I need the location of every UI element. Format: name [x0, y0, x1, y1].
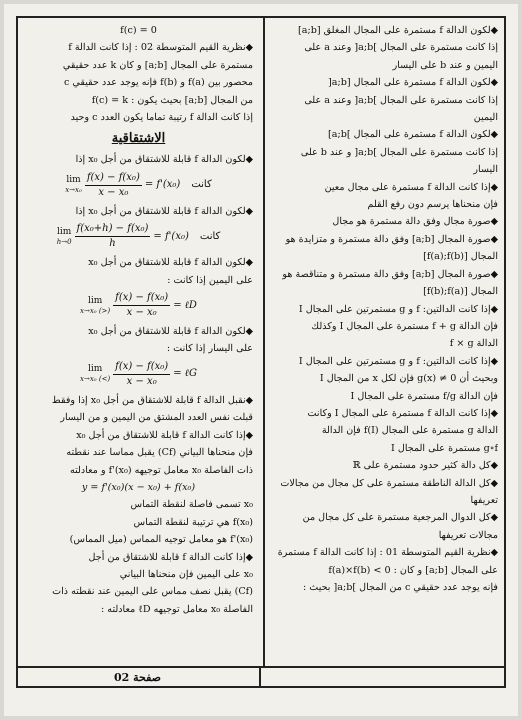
- text-line: x₀ على اليمين فإن منحناها البياني: [119, 568, 253, 580]
- text-line: g∘f مستمرة على المجال I: [391, 442, 498, 454]
- text-line: فإن منحناها يرسم دون رفع القلم: [367, 199, 498, 211]
- text-line: ◆صورة المجال [a;b] وفق دالة مستمرة و متزايدة هو: [285, 233, 498, 245]
- text-line: فإن منحناها البياني (Cf) يقبل مماسا عند نقطته: [66, 447, 253, 459]
- text-line: الدالة f × g: [449, 338, 498, 350]
- text-line: مجالات تعريفها: [438, 529, 498, 541]
- text-line: المجال [f(a);f(b)]: [423, 251, 498, 263]
- text-line: ◆لكون الدالة f مستمرة على المجال ]a;b]: [328, 129, 498, 141]
- page-number: صفحة 02: [16, 668, 261, 688]
- right-derivative-formula: [24, 291, 253, 320]
- text-line: قبلت نفس العدد المشتق من اليمين و من اليسار: [60, 412, 253, 424]
- formula-rhs: = ℓG: [173, 368, 197, 380]
- text-line: إذا كانت الدالة f رتيبة تماما يكون العدد c وحيد: [70, 112, 253, 124]
- paper-sheet: [4, 4, 518, 716]
- text-line: اليمين و عند b على اليسار: [392, 59, 498, 71]
- text-line: ◆لكون الدالة f قابلة للاشتقاق من أجل x₀ إذا: [75, 205, 253, 217]
- text-line: ◆إذا كانت الدالتين: f و g مستمرتين على المجال I: [298, 303, 498, 315]
- page-frame: [16, 16, 506, 668]
- limit-operator: lim x→x₀ (>): [80, 295, 111, 315]
- formula-rhs: = f'(x₀): [144, 179, 181, 191]
- text-line: f(x₀) هي ترتيبة لنقطة التماس: [133, 516, 253, 528]
- text-line: f'(x₀) هو معامل توجيه المماس (ميل المماس): [69, 534, 253, 546]
- text-line: ◆كل دالة كثير حدود مستمرة على ℝ: [352, 460, 498, 472]
- text-line: على المجال [a;b] و كان : f(a)×f(b) < 0: [328, 564, 498, 576]
- derivative-formula: [24, 222, 253, 251]
- text-line: ◆لكون الدالة f مستمرة على المجال [a;b[: [328, 77, 498, 89]
- text-line: ◆لكون الدالة f مستمرة على المجال المغلق [a;b]: [298, 25, 498, 36]
- text-line: المجال [f(b);f(a)]: [423, 286, 498, 298]
- text-line: (Cf) يقبل نصف مماس على اليمين عند نقطته ذات: [52, 586, 253, 598]
- text-line: ◆إذا كانت الدالتين: f و g مستمرتين على المجال I: [298, 355, 498, 367]
- text-line: كانت: [199, 230, 221, 242]
- text-line: x₀ تسمى فاصلة لنقطة التماس: [130, 499, 253, 511]
- limit-operator: lim x→x₀ (<): [80, 364, 111, 384]
- fraction: $\frac{\text{f(x₀+h) − f(x₀)}}{h}$: [76, 223, 149, 250]
- left-column: [18, 18, 259, 666]
- text-line: ◆لكون الدالة f قابلة للاشتقاق من أجل x₀: [88, 326, 253, 338]
- text-line: ◆نقبل الدالة f قابلة للاشتقاق من أجل x₀ إذا وفقط: [51, 394, 253, 406]
- text-line: ◆نظرية القيم المتوسطة 02 : إذا كانت الدالة f: [68, 42, 253, 54]
- text-line: اليمين: [473, 112, 498, 124]
- text-line: فإنه يوجد عدد حقيقي c من المجال ]a;b[ بحيث :: [303, 582, 498, 593]
- text-line: ◆صورة المجال [a;b] وفق دالة مستمرة و متناقصة هو: [282, 268, 498, 280]
- text-line: إذا كانت مستمرة على المجال ]a;b[ وعند a على: [304, 94, 498, 106]
- text-line: على اليمين إذا كانت :: [167, 274, 253, 286]
- text-line: ◆إذا كانت الدالة f مستمرة على مجال معين: [324, 181, 498, 193]
- text-line: محصور بين f(a) و f(b) فإنه يوجد عدد حقيقي c: [63, 77, 253, 89]
- text-line: ◆لكون الدالة f قابلة للاشتقاق من أجل x₀: [88, 257, 253, 269]
- text-line: مستمرة على المجال [a;b] و كان k عدد حقيقي: [62, 59, 253, 71]
- formula-rhs: = f'(x₀): [153, 230, 189, 242]
- fraction: $\frac{\text{f(x) − f(x₀)}}{\text{x − x₀}}$: [86, 171, 140, 198]
- fraction: $\frac{\text{f(x) − f(x₀)}}{\text{x − x₀}}$: [115, 360, 169, 387]
- text-line: ◆لكون الدالة f قابلة للاشتقاق من أجل x₀ إذا: [75, 154, 253, 166]
- text-line: ◆كل الدالة الناطقة مستمرة على كل مجال من مجالات: [280, 477, 498, 489]
- text-line: اليسار: [473, 164, 498, 176]
- text-line: ◆إذا كانت الدالة f قابلة للاشتقاق من أجل: [88, 551, 253, 563]
- text-line: إذا كانت مستمرة على المجال ]a;b[ و عند b على: [300, 146, 498, 158]
- tangent-equation: y = f'(x₀)(x − x₀) + f(x₀): [81, 481, 196, 493]
- derivative-formula: [24, 171, 253, 200]
- text-line: ذات الفاصلة x₀ معامل توجيهه f'(x₀) و معادلته: [69, 464, 253, 476]
- text-line: الدالة g مستمرة على المجال f(I) فإن الدالة: [321, 425, 498, 437]
- text-line: من المجال [a;b] بحيث يكون : f(c) = k: [91, 94, 253, 106]
- section-heading: الاشتقاقية: [111, 131, 166, 147]
- text-line: على اليسار إذا كانت :: [166, 343, 253, 355]
- formula-rhs: = ℓD: [173, 299, 197, 311]
- text-line: إذا كانت مستمرة على المجال ]a;b[ وعند a على: [304, 42, 498, 54]
- text-line: الفاصلة x₀ معامل توجيهه ℓD معادلته :: [101, 603, 253, 615]
- text-line: تعريفها: [470, 494, 498, 506]
- text-line: وبحيث أن g(x) ≠ 0 فإن لكل x من المجال I: [319, 373, 498, 385]
- fraction: $\frac{\text{f(x) − f(x₀)}}{\text{x − x₀}}$: [115, 292, 169, 319]
- text-line: ◆كل الدوال المرجعية مستمرة على كل مجال من: [302, 512, 498, 524]
- text-line: كانت: [191, 179, 212, 191]
- text-line: فإن الدالة f + g مستمرة على المجال I وكذلك: [311, 320, 498, 332]
- text-line: ◆إذا كانت الدالة f مستمرة على المجال I وكانت: [307, 407, 498, 419]
- text-line: ◆صورة مجال وفق دالة مستمرة هو مجال: [332, 216, 498, 228]
- limit-operator: lim h→0: [56, 226, 72, 246]
- left-derivative-formula: [24, 360, 253, 389]
- text-line: ◆نظرية القيم المتوسطة 01 : إذا كانت الدالة f مستمرة: [277, 547, 498, 559]
- text-line: ◆إذا كانت الدالة f قابلة للاشتقاق من أجل x₀: [76, 429, 253, 441]
- text-line: f(c) = 0: [120, 25, 157, 36]
- limit-operator: lim x→x₀: [65, 175, 82, 195]
- text-line: فإن الدالة f/g مستمرة على المجال I: [350, 390, 498, 402]
- right-column: [263, 18, 504, 666]
